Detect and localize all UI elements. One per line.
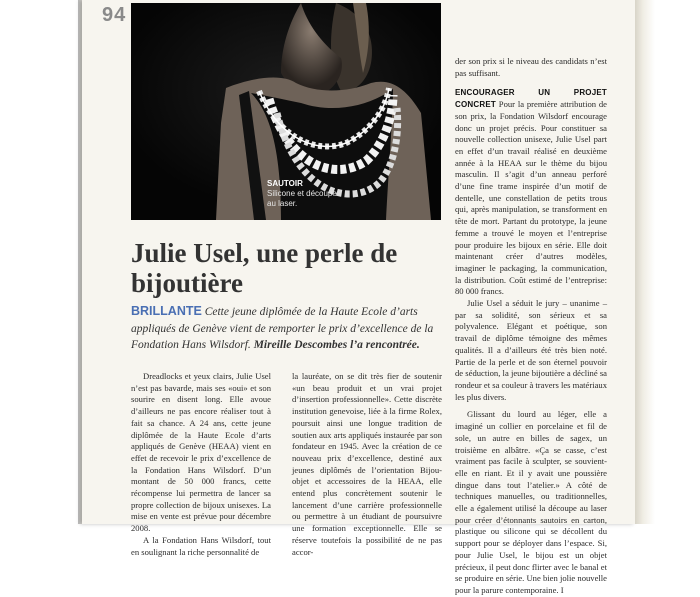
article-column-1 [131, 371, 271, 557]
article-kicker: BRILLANTE [131, 304, 202, 318]
necklace-photo [131, 3, 441, 220]
page-number: 94 [102, 4, 127, 26]
lead-text: Cette jeune diplômée de la Haute Ecole d’arts appliqués de Genève vient de remporter le prix d’excellence de la Fondation Hans Wilsdorf. [131, 306, 434, 352]
paragraph: la lauréate, on se dit très fier de soutenir «un beau produit et un vrai projet d’insertion professionnelle». Cette discrète institution genevoise, liée à la firme Rolex, poursuit ainsi une longue tradition de soutien aux arts appliqués instaurée par son fondateur en 1945. Avec la création de ce nouveau prix d’excellence, destiné aux jeunes diplômés de l’orientation Bijou-objet et accessoires de la HEAA, elle entend plus concrètement soutenir le lancement d’une carrière professionnelle ou permettre à un étudiant de poursuivre une formation exceptionnelle. Elle se réserve toutefois la possibilité de ne pas accor- [292, 371, 442, 557]
caption-title: SAUTOIR [267, 179, 303, 188]
article-title: Julie Usel, une perle de bijoutière [131, 238, 398, 298]
page-edge [635, 0, 655, 524]
photo-caption [267, 179, 347, 209]
caption-text: Silicone et découpe au laser. [267, 189, 337, 208]
paragraph: der son prix si le niveau des candidats n’est pas suffisant. [455, 56, 607, 78]
paragraph: Julie Usel a séduit le jury – unanime – par sa solidité, son sérieux et sa polyvalence. Elégant et poétique, son travail de diplôme témoigne des mêmes qualités. Il a d’ailleurs été très bien noté. Partie de la perle et de son éternel pouvoir de séduction, la jeune bijoutière a décliné sa rondeur et sa couleur à travers les matériaux les plus divers. [455, 298, 607, 402]
lead-author: Mireille Descombes l’a rencontrée. [253, 339, 420, 352]
paragraph: Glissant du lourd au léger, elle a imaginé un collier en porcelaine et fil de sole, un autre en billes de sagex, un troisième en albâtre. «Ça se casse, c’est vraiment pas facile à sculpter, se souvient-elle en riant. Et il y avait une poussière dingue dans tout l’atelier.» A côté de techniques manuelles, ou traditionnelles, elle a également utilisé la découpe au laser pour créer d’étonnants sautoirs en carton, plastique ou silicone qui se décollent du support pour se déployer dans l’espace. Si, pour Julie Usel, le bijou est un objet précieux, il peut donc flirter avec le banal et se produire en série. Une bien jolie nouvelle pour la parure contemporaine. I [455, 409, 607, 595]
paragraph: Dreadlocks et yeux clairs, Julie Usel n’est pas bavarde, mais ses «oui» et son sourire en disent long. Elle avoue d’ailleurs ne pas encore réaliser tout à fait sa chance. A 24 ans, cette jeune diplômée de la Haute Ecole d’arts appliqués de Genève (HEAA) vient en effet de recevoir le prix d’excellence de la Fondation Hans Wilsdorf. D’un montant de 50 000 francs, cette récompense lui permettra de lancer sa propre collection de bijoux unisexes. La mise en vente est prévue pour décembre 2008. [131, 371, 271, 534]
paragraph: A la Fondation Hans Wilsdorf, tout en soulignant la riche personnalité de [131, 534, 271, 557]
article-column-2 [292, 371, 442, 557]
section-subhead: ENCOURAGER UN PROJET CONCRET [455, 88, 607, 110]
paragraph [455, 87, 607, 298]
paragraph-text: Pour la première attribution de son prix, la Fondation Wilsdorf encourage donc un projet précis. Pour constituer sa nouvelle collection unisexe, Julie Usel part en effet d’un travail réalisé en deuxième année à la HEAA sur le thème du bijou masculin. Il s’agit d’un anneau perforé d’une fine trame inspirée d’un motif de dentelle, une constellation de petits trous qui, après manipulation, se transforment en tête de mort. Partant du prototype, la jeune femme a trouvé le moyen et l’entreprise pour produire les bijoux en série. Elle doit maintenant créer d’autres modèles, imaginer le packaging, la communication, la distribution. Coût estimé de l’entreprise: 80 000 francs. [455, 99, 607, 297]
article-lead [131, 303, 446, 354]
article-column-3 [455, 56, 607, 595]
